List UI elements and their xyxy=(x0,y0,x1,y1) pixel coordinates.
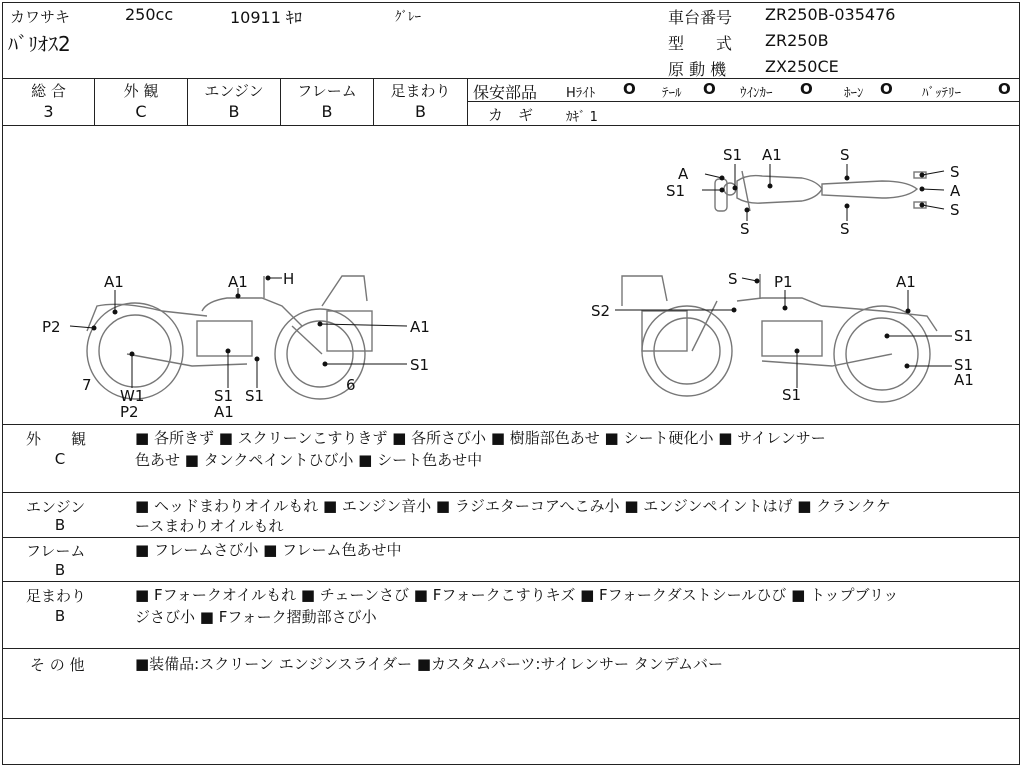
notes-grade-suspension: B xyxy=(54,607,66,625)
diagram-label: S1 xyxy=(245,387,265,405)
notes-top-border xyxy=(2,424,1020,425)
motorcycle-top-view xyxy=(715,171,926,211)
safety-headlight-mark: O xyxy=(623,80,636,98)
key-value: ｶｷﾞ 1 xyxy=(566,110,598,125)
notes-category-frame: フレーム xyxy=(26,542,86,560)
diagram-label: S xyxy=(728,270,738,288)
diagram-label: S1 xyxy=(954,327,974,345)
notes-text-exterior-line1: ■ 各所きず ■ スクリーンこすりきず ■ 各所さび小 ■ 樹脂部色あせ ■ シート硬化小 ■ サイレンサー xyxy=(135,429,826,447)
safety-parts-title: 保安部品 xyxy=(473,83,538,102)
diagram-label: A1 xyxy=(104,273,124,291)
notes-divider xyxy=(2,648,1020,649)
diagram-label: S xyxy=(950,163,960,181)
grade-label-overall: 総 合 xyxy=(31,82,66,100)
diagram-label: 7 xyxy=(82,376,92,394)
motorcycle-left-side-view xyxy=(87,276,372,399)
diagram-label: S1 xyxy=(723,146,743,164)
safety-winker-mark: O xyxy=(800,80,813,98)
safety-taillight-label: ﾃｰﾙ xyxy=(662,86,682,101)
notes-text-suspension-line2: ジさび小 ■ Fフォーク摺動部さび小 xyxy=(135,608,377,626)
grade-value-suspension: B xyxy=(415,102,426,121)
engine-type-label: 原 動 機 xyxy=(668,60,727,79)
notes-divider xyxy=(2,537,1020,538)
diagram-label: S1 xyxy=(954,356,974,374)
diagram-label: S1 xyxy=(214,387,234,405)
safety-battery-mark: O xyxy=(998,80,1011,98)
notes-bottom-border xyxy=(2,718,1020,719)
diagram-label: A1 xyxy=(214,403,234,421)
frame-number-label: 車台番号 xyxy=(668,8,733,27)
grade-label-suspension: 足まわり xyxy=(390,82,451,100)
grade-col-divider xyxy=(467,78,468,125)
maker-name: カワサキ xyxy=(10,8,71,26)
diagram-label: A1 xyxy=(410,318,430,336)
grade-table-top-border xyxy=(2,78,1020,79)
diagram-label: W1 xyxy=(120,387,145,405)
diagram-label: S xyxy=(740,220,750,238)
diagram-label: S1 xyxy=(782,386,802,404)
diagram-label: S2 xyxy=(591,302,611,320)
diagram-label: 6 xyxy=(346,376,356,394)
diagram-label: A xyxy=(678,165,689,183)
grade-value-overall: 3 xyxy=(43,102,54,121)
mileage: 10911 ｷﾛ xyxy=(230,8,302,27)
notes-text-engine-line2: ースまわりオイルもれ xyxy=(135,517,284,535)
grade-value-frame: B xyxy=(321,102,333,121)
diagram-label: S1 xyxy=(666,182,686,200)
motorcycle-right-side-view xyxy=(622,274,937,402)
notes-divider xyxy=(2,581,1020,582)
notes-category-engine: エンジン xyxy=(26,498,86,516)
diagram-label: S xyxy=(840,220,850,238)
notes-text-engine-line1: ■ ヘッドまわりオイルもれ ■ エンジン音小 ■ ラジエターコアへこみ小 ■ エンジンペイントはげ ■ クランクケ xyxy=(135,497,891,515)
model-name: ﾊﾞﾘｵｽ2 xyxy=(8,32,71,56)
safety-horn-mark: O xyxy=(880,80,893,98)
diagram-label: A1 xyxy=(896,273,916,291)
notes-text-other-line1: ■装備品:スクリーン エンジンスライダー ■カスタムパーツ:サイレンサー タンデムバー xyxy=(135,655,724,673)
diagram-label: S1 xyxy=(410,356,430,374)
grade-value-engine: B xyxy=(228,102,240,121)
diagram-label: P2 xyxy=(42,318,61,336)
grade-value-exterior: C xyxy=(135,102,147,121)
engine-type: ZX250CE xyxy=(765,57,839,76)
notes-grade-exterior: C xyxy=(54,450,66,468)
grade-label-frame: フレーム xyxy=(297,82,357,100)
safety-winker-label: ｳｲﾝｶｰ xyxy=(740,86,773,101)
diagram-label: S xyxy=(840,146,850,164)
diagram-label: A1 xyxy=(762,146,782,164)
diagram-label: H xyxy=(283,270,295,288)
model-type: ZR250B xyxy=(765,31,829,50)
frame-number: ZR250B-035476 xyxy=(765,5,896,24)
diagram-label: A1 xyxy=(228,273,248,291)
notes-category-suspension: 足まわり xyxy=(26,587,87,605)
safety-horn-label: ﾎｰﾝ xyxy=(844,86,864,101)
damage-diagram xyxy=(2,126,1020,424)
notes-category-exterior: 外 観 xyxy=(26,430,87,448)
notes-text-frame-line1: ■ フレームさび小 ■ フレーム色あせ中 xyxy=(135,541,402,559)
safety-battery-label: ﾊﾞｯﾃﾘｰ xyxy=(922,86,961,101)
grade-label-engine: エンジン xyxy=(204,82,264,100)
body-color: ｸﾞﾚｰ xyxy=(395,10,421,25)
notes-category-other: そ の 他 xyxy=(30,656,85,674)
notes-divider xyxy=(2,492,1020,493)
notes-text-suspension-line1: ■ Fフォークオイルもれ ■ チェーンさび ■ Fフォークこすりキズ ■ Fフォークダストシールひび ■ トップブリッ xyxy=(135,586,899,604)
diagram-label: A xyxy=(950,182,961,200)
model-type-label: 型 式 xyxy=(668,34,733,53)
displacement: 250cc xyxy=(125,5,174,24)
safety-taillight-mark: O xyxy=(703,80,716,98)
notes-grade-frame: B xyxy=(54,561,66,579)
diagram-label: P2 xyxy=(120,403,139,421)
key-label: カ ギ xyxy=(488,106,534,124)
grade-label-exterior: 外 観 xyxy=(123,82,159,100)
safety-headlight-label: Hﾗｲﾄ xyxy=(566,86,596,101)
diagram-label: P1 xyxy=(774,273,793,291)
diagram-label: S xyxy=(950,201,960,219)
notes-grade-engine: B xyxy=(54,516,66,534)
notes-text-exterior-line2: 色あせ ■ タンクペイントひび小 ■ シート色あせ中 xyxy=(135,451,483,469)
safety-divider xyxy=(468,101,1020,102)
diagram-label: A1 xyxy=(954,371,974,389)
